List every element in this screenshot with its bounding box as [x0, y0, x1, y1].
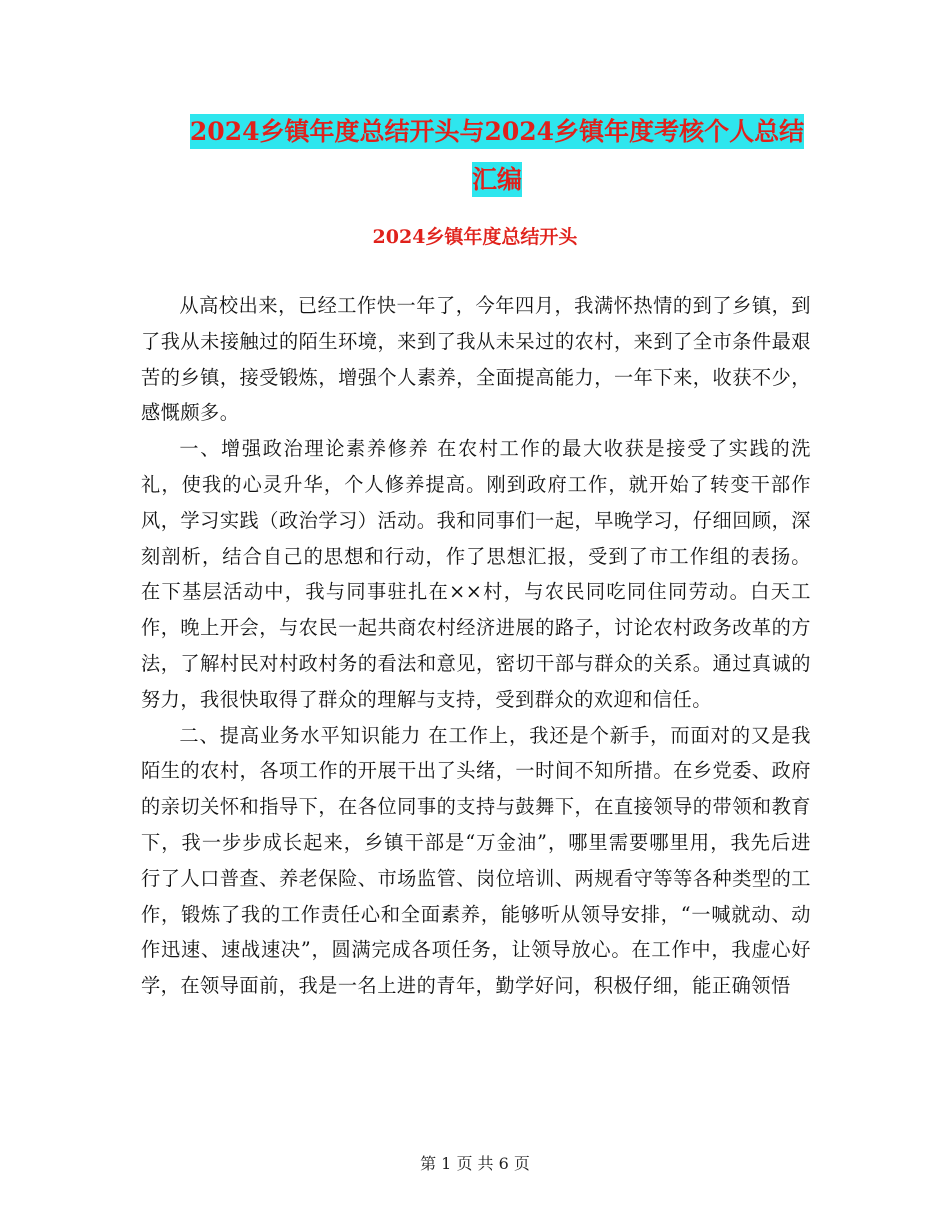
paragraph-work-ability: 二、提高业务水平知识能力 在工作上，我还是个新手，而面对的又是我陌生的农村，各项工作的开展干出了头绪，一时间不知所措。在乡党委、政府的亲切关怀和指导下，在各位同事的支持与鼓舞下，在直接领导的带领和教育下，我一步步成长起来，乡镇干部是“万金油”，哪里需要哪里用，我先后进行了人口普查、养老保险、市场监管、岗位培训、两规看守等等各种类型的工作，锻炼了我的工作责任心和全面素养，能够听从领导安排，“一喊就动、动作迅速、速战速决”，圆满完成各项任务，让领导放心。在工作中，我虚心好学，在领导面前，我是一名上进的青年，勤学好问，积极仔细，能正确领悟 [141, 723, 811, 998]
document-title-line1: 2024乡镇年度总结开头与2024乡镇年度考核个人总结 [190, 114, 804, 149]
paragraph-intro: 从高校出来，已经工作快一年了，今年四月，我满怀热情的到了乡镇，到了我从未接触过的陌生环境，来到了我从未呆过的农村，来到了全市条件最艰苦的乡镇，接受锻炼，增强个人素养，全面提高能力，一年下来，收获不少，感慨颇多。 [141, 294, 811, 425]
paragraph-political-study: 一、增强政治理论素养修养 在农村工作的最大收获是接受了实践的洗礼，使我的心灵升华，个人修养提高。刚到政府工作，就开始了转变干部作风，学习实践（政治学习）活动。我和同事们一起，早晚学习，仔细回顾，深刻剖析，结合自己的思想和行动，作了思想汇报，受到了市工作组的表扬。 在下基层活动中，我与同事驻扎在××村，与农民同吃同住同劳动。白天工作，晚上开会，与农民一起共商农村经济进展的路子，讨论农村政务改革的方法，了解村民对村政村务的看法和意见，密切干部与群众的关系。通过真诚的努力，我很快取得了群众的理解与支持，受到群众的欢迎和信任。 [141, 437, 811, 711]
document-title-line2: 汇编 [472, 162, 522, 197]
document-body [141, 288, 811, 1004]
page-footer: 第 1 页 共 6 页 [420, 1154, 530, 1173]
section-title: 2024乡镇年度总结开头 [372, 226, 578, 248]
document-title [140, 108, 854, 204]
